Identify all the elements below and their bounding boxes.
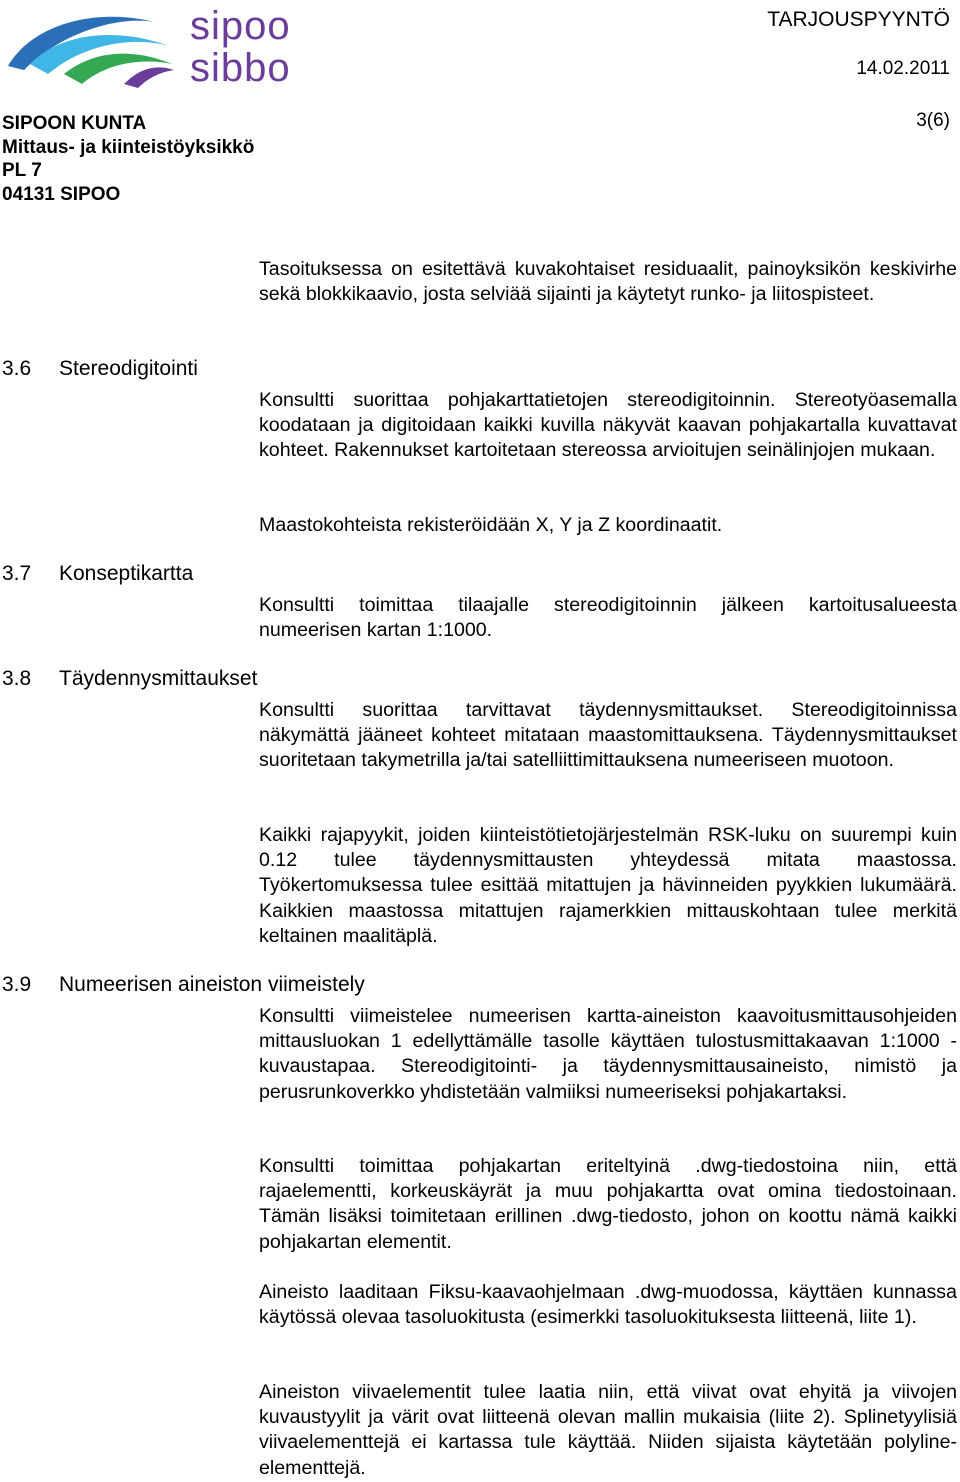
paragraph: Maastokohteista rekisteröidään X, Y ja Z koordinaatit. xyxy=(259,514,723,536)
org-name: SIPOON KUNTA xyxy=(2,113,147,134)
section-number: 3.6 xyxy=(2,357,32,380)
logo-text-sipoo: sipoo xyxy=(190,4,291,48)
paragraph: Konsultti suorittaa pohjakarttatietojen stereodigitoinnin. Stereotyöasemalla koodataan ja digitoidaan kaikki kuvilla näkyvät kaavan pohjakartalla kuvattavat kohteet. Rakennukset kartoitetaan stereossa arvioitujen seinälinjojen mukaan. xyxy=(259,389,957,462)
section-heading xyxy=(2,357,198,381)
section-title: Stereodigitointi xyxy=(59,357,198,380)
document-type: TARJOUSPYYNTÖ xyxy=(767,8,950,31)
paragraph: Konsultti toimittaa pohjakartan eriteltyinä .dwg-tiedostoina niin, että rajaelementti, korkeuskäyrät ja muu pohjakartta ovat omina tiedostoinaan. Tämän lisäksi toimitetaan erillinen .dwg-tiedosto, johon on koottu nämä kaikki pohjakartan elementit. xyxy=(259,1155,957,1253)
paragraph: Konsultti suorittaa tarvittavat täydennysmittaukset. Stereodigitoinnissa näkymättä jääneet kohteet mitataan maastomittauksena. Täydennysmittaukset suoritetaan takymetrilla ja/tai satelliittimittauksena numeeriseen muotoon. xyxy=(259,699,957,772)
organization-address xyxy=(2,112,254,206)
section-number: 3.9 xyxy=(2,973,32,996)
paragraph: Konsultti toimittaa tilaajalle stereodigitoinnin jälkeen kartoitusalueesta numeerisen kartan 1:1000. xyxy=(259,594,957,642)
paragraph: Konsultti viimeistelee numeerisen kartta-aineiston kaavoitusmittausohjeiden mittausluokan 1 edellyttämälle tasolle käyttäen tulostusmittakaavan 1:1000 -kuvaustapaa. Stereodigitointi- ja täydennysmittausaineisto, nimistö ja perusrunkoverkko yhdistetään valmiiksi numeeriseksi pohjakartaksi. xyxy=(259,1005,957,1103)
section-heading xyxy=(2,667,257,691)
paragraph: Aineisto laaditaan Fiksu-kaavaohjelmaan .dwg-muodossa, käyttäen kunnassa käytössä olevaa tasoluokitusta (esimerkki tasoluokituksesta liitteenä, liite 1). xyxy=(259,1281,957,1329)
paragraph: Kaikki rajapyykit, joiden kiinteistötietojärjestelmän RSK-luku on suurempi kuin 0.12 tulee täydennysmittausten yhteydessä mitata maastossa. Työkertomuksessa tulee esittää mitattujen ja hävinneiden pyykkien lukumäärä. Kaikkien maastossa mitattujen rajamerkkien mittauskohtaan tulee merkitä keltainen maalitäplä. xyxy=(259,824,957,947)
sipoo-logo xyxy=(4,4,304,88)
logo-swoosh-icon xyxy=(4,4,184,88)
section-title: Täydennysmittaukset xyxy=(59,667,258,690)
section-number: 3.8 xyxy=(2,667,32,690)
section-title: Konseptikartta xyxy=(59,562,194,585)
org-postal: 04131 SIPOO xyxy=(2,183,121,205)
paragraph: Aineiston viivaelementit tulee laatia niin, että viivat ovat ehyitä ja viivojen kuvaustyylit ja värit ovat liitteenä olevan mallin mukaisia (liite 2). Splinetyylisiä viivaelementtejä ei kartassa tule käyttää. Niiden sijaista käytetään polyline-elementtejä. xyxy=(259,1381,957,1479)
page-number: 3(6) xyxy=(916,110,950,131)
logo-text-sibbo: sibbo xyxy=(190,46,291,90)
section-title: Numeerisen aineiston viimeistely xyxy=(59,973,365,996)
org-po-box: PL 7 xyxy=(2,160,42,181)
document-date: 14.02.2011 xyxy=(856,58,950,79)
section-number: 3.7 xyxy=(2,562,32,585)
section-heading xyxy=(2,562,193,586)
section-heading xyxy=(2,973,365,997)
org-unit: Mittaus- ja kiinteistöyksikkö xyxy=(2,136,255,158)
paragraph: Tasoituksessa on esitettävä kuvakohtaiset residuaalit, painoyksikön keskivirhe sekä blokkikaavio, josta selviää sijainti ja käytetyt runko- ja liitospisteet. xyxy=(259,258,957,306)
